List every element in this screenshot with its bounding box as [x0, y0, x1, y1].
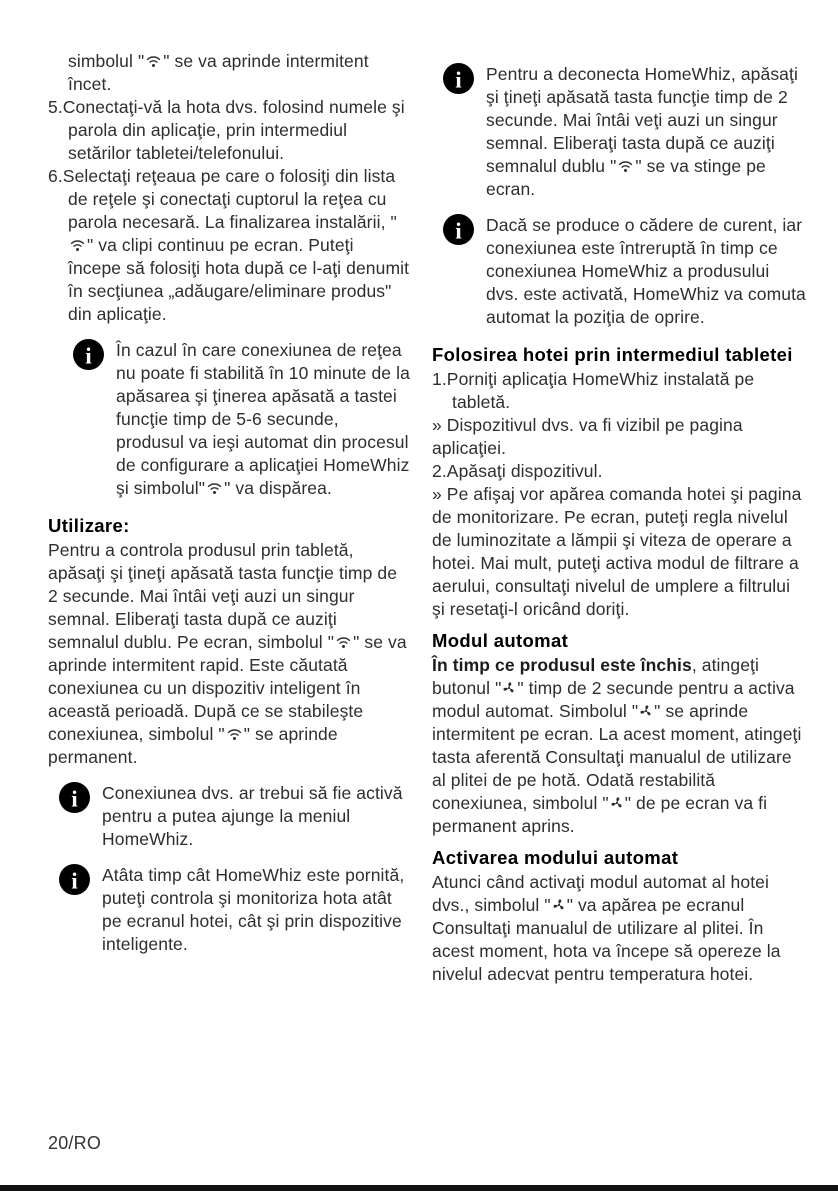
info-icon: [59, 864, 90, 895]
section-heading: Modul automat: [432, 630, 569, 651]
note-text: Pentru a deconecta HomeWhiz, apăsaţi şi ţineţi apăsată tasta funcţie timp de 2 secunde. Mai întâi veţi auzi un singur semnal. Eliberaţi tasta după ce auziţi semnalul dublu " " se va stinge pe ecran.: [486, 64, 798, 199]
fan-icon: [609, 795, 625, 811]
fan-icon: [501, 680, 517, 696]
info-note: [59, 782, 410, 851]
fan-icon: [551, 897, 567, 913]
info-icon: [73, 339, 104, 370]
info-note: [443, 63, 806, 201]
list-continuation: simbolul " " se va aprinde intermitent încet.: [68, 51, 369, 94]
wifi-icon: [144, 53, 163, 68]
svg-text:i: i: [71, 786, 78, 813]
result-line: » Dispozitivul dvs. va fi vizibil pe pagina aplicaţiei.: [432, 415, 743, 458]
wifi-icon: [68, 237, 87, 252]
info-note: [443, 214, 806, 329]
svg-text:i: i: [455, 67, 462, 94]
list-item: 5.Conectaţi-vă la hota dvs. folosind numele şi parola din aplicaţie, prin intermediul setărilor tabletei/telefonului.: [48, 97, 405, 163]
paragraph: Atunci când activaţi modul automat al hotei dvs., simbolul " " va apărea pe ecranul Consultaţi manualul de utilizare al plitei. În acest moment, hota va începe să opereze la nivelul adecvat pentru temperatura hotei.: [432, 872, 781, 984]
wifi-icon: [616, 158, 635, 173]
page-number: 20/RO: [48, 1133, 102, 1153]
svg-text:i: i: [85, 343, 92, 370]
note-text: Atâta timp cât HomeWhiz este pornită, puteţi controla şi monitoriza hota atât pe ecranul hotei, cât şi prin dispozitive inteligente.: [102, 865, 405, 954]
result-line: » Pe afişaj vor apărea comanda hotei şi pagina de monitorizare. Pe ecran, puteţi regla nivelul de luminozitate a lămpii şi viteza de operare a hotei. Mai mult, puteţi activa modul de filtrare a aerului, consultaţi nivelul de umplere a filtrului şi resetaţi-l oricând doriţi.: [432, 484, 802, 619]
page-bottom-bar: [0, 1185, 838, 1191]
left-column: [48, 50, 410, 969]
info-icon: [443, 63, 474, 94]
note-text: Conexiunea dvs. ar trebui să fie activă pentru a putea ajunge la meniul HomeWhiz.: [102, 783, 403, 849]
svg-text:i: i: [71, 868, 78, 895]
paragraph: Pentru a controla produsul prin tabletă, apăsaţi şi ţineţi apăsată tasta funcţie timp de 2 secunde. Mai întâi veţi auzi un singur semnal. Eliberaţi tasta după ce auziţi semnalul dublu. Pe ecran, simbolul " " se va aprinde intermitent rapid. Este căutată conexiunea cu un dispozitiv inteligent în această perioadă. După ce se stabileşte conexiunea, simbolul " " se aprinde permanent.: [48, 540, 407, 767]
wifi-icon: [205, 480, 224, 495]
paragraph: În timp ce produsul este închis, atingeţi butonul " " timp de 2 secunde pentru a activa modul automat. Simbolul " " se aprinde intermitent pe ecran. La acest moment, atingeţi tasta aferentă Consultaţi manualul de utilizare al plitei de pe hotă. Odată restabilită conexiunea, simbolul " " de pe ecran va fi permanent aprins.: [432, 655, 802, 836]
wifi-icon: [225, 726, 244, 741]
wifi-icon: [334, 634, 353, 649]
info-icon: [443, 214, 474, 245]
info-icon: [59, 782, 90, 813]
info-note: [73, 339, 410, 500]
section-heading: Utilizare:: [48, 515, 130, 536]
note-text: În cazul în care conexiunea de reţea nu poate fi stabilită în 10 minute de la apăsarea şi ţinerea apăsată a tastei funcţie timp de 5-6 secunde, produsul va ieşi automat din procesul de configurare a aplicaţiei HomeWhiz şi simbolul" " va dispărea.: [116, 340, 410, 498]
right-column: [432, 50, 806, 986]
info-note: [59, 864, 410, 956]
list-item: 1.Porniţi aplicaţia HomeWhiz instalată pe tabletă.: [432, 369, 755, 412]
fan-icon: [638, 703, 654, 719]
list-item: 2.Apăsaţi dispozitivul.: [432, 461, 603, 481]
svg-text:i: i: [455, 218, 462, 245]
section-heading: Folosirea hotei prin intermediul tabletei: [432, 344, 793, 365]
list-item: 6.Selectaţi reţeaua pe care o folosiţi din lista de reţele şi conectaţi cuptorul la reţea cu parola necesară. La finalizarea instalării, "" va clipi continuu pe ecran. Puteţi începe să folosiţi hota după ce l-aţi denumit în secţiunea „adăugare/eliminare produs" din aplicaţie.: [48, 166, 410, 324]
note-text: Dacă se produce o cădere de curent, iar conexiunea este întreruptă în timp ce conexiunea HomeWhiz a produsului dvs. este activată, HomeWhiz va comuta automat la poziţia de oprire.: [486, 215, 806, 327]
section-heading: Activarea modului automat: [432, 847, 679, 868]
